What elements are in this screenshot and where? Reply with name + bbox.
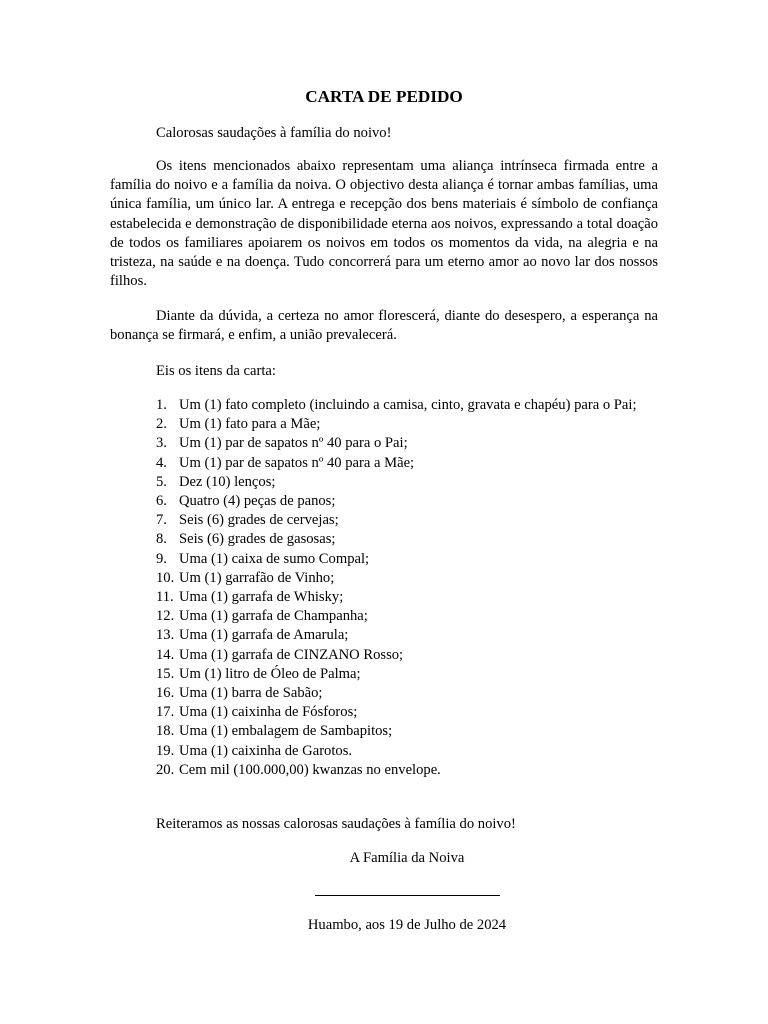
list-item-number: 9. [156, 550, 167, 567]
list-item [110, 742, 658, 761]
list-item-text: Uma (1) garrafa de Champanha; [179, 608, 368, 625]
list-item [110, 646, 658, 665]
paragraph-alliance: Os itens mencionados abaixo representam uma aliança intrínseca firmada entre a família do noivo e a família da noiva. O objectivo desta aliança é tornar ambas famílias, uma única família, um único lar. A entrega e recepção dos bens materiais é símbolo de confiança estabelecida e demonstração de disponibilidade eterna aos noivos, expressando a total doação de todos os familiares apoiarem os noivos em todos os momentos da vida, na alegria e na tristeza, na saúde e na doença. Tudo concorrerá para um eterno amor ao novo lar dos nossos filhos. [110, 158, 658, 290]
list-item [110, 511, 658, 530]
list-item-number: 11. [156, 589, 174, 606]
greeting: Calorosas saudações à família do noivo! [156, 125, 392, 141]
paragraph-hope: Diante da dúvida, a certeza no amor florescerá, diante do desespero, a esperança na bonança se firmará, e enfim, a união prevalecerá. [110, 308, 658, 344]
document-title: CARTA DE PEDIDO [305, 87, 463, 106]
date-line: Huambo, aos 19 de Julho de 2024 [307, 917, 507, 933]
list-item [110, 396, 658, 415]
list-item [110, 473, 658, 492]
list-item-text: Uma (1) caixinha de Fósforos; [179, 704, 358, 721]
list-item-text: Uma (1) caixinha de Garotos. [179, 742, 353, 759]
list-item [110, 569, 658, 588]
list-item [110, 588, 658, 607]
list-item-text: Cem mil (100.000,00) kwanzas no envelope. [179, 761, 441, 778]
list-item [110, 665, 658, 684]
list-item-text: Um (1) fato completo (incluindo a camisa, cinto, gravata e chapéu) para o Pai; [179, 397, 637, 413]
list-item-text: Uma (1) garrafa de Whisky; [179, 589, 344, 606]
list-item-text: Um (1) litro de Óleo de Palma; [179, 665, 361, 682]
list-item-number: 16. [156, 685, 175, 702]
list-item-number: 5. [156, 473, 167, 490]
list-item [110, 415, 658, 434]
list-intro: Eis os itens da carta: [156, 363, 276, 379]
list-item-text: Uma (1) embalagem de Sambapitos; [179, 723, 393, 740]
list-item-text: Uma (1) garrafa de Amarula; [179, 627, 349, 644]
list-item-number: 3. [156, 435, 167, 452]
list-item [110, 761, 658, 780]
list-item-text: Seis (6) grades de cervejas; [179, 512, 339, 529]
list-item [110, 492, 658, 511]
list-item-text: Uma (1) barra de Sabão; [179, 685, 323, 702]
closing-line: Reiteramos as nossas calorosas saudações à família do noivo! [156, 816, 516, 832]
signature-name: A Família da Noiva [349, 850, 465, 866]
list-item [110, 434, 658, 453]
list-item [110, 550, 658, 569]
list-item-number: 12. [156, 608, 175, 625]
list-item [110, 607, 658, 626]
list-item-text: Quatro (4) peças de panos; [179, 493, 336, 510]
list-item [110, 684, 658, 703]
items-list [110, 396, 658, 780]
list-item-text: Uma (1) caixa de sumo Compal; [179, 550, 370, 567]
list-item-number: 1. [156, 397, 167, 413]
list-item [110, 626, 658, 645]
list-item-number: 13. [156, 627, 175, 644]
list-item-number: 4. [156, 454, 167, 471]
list-item-number: 8. [156, 531, 167, 548]
list-item-number: 14. [156, 646, 175, 663]
list-item-text: Um (1) par de sapatos nº 40 para o Pai; [179, 435, 408, 452]
list-item-number: 20. [156, 761, 175, 778]
list-item-number: 6. [156, 493, 167, 510]
list-item-number: 19. [156, 742, 175, 759]
list-item-text: Um (1) par de sapatos nº 40 para a Mãe; [179, 454, 415, 471]
list-item-text: Um (1) fato para a Mãe; [179, 416, 321, 433]
list-item-number: 18. [156, 723, 175, 740]
list-item-text: Um (1) garrafão de Vinho; [179, 569, 335, 586]
list-item-number: 2. [156, 416, 167, 433]
list-item [110, 530, 658, 549]
signature-line [315, 895, 500, 896]
list-item-text: Dez (10) lenços; [179, 473, 276, 490]
list-item-text: Seis (6) grades de gasosas; [179, 531, 336, 548]
list-item-number: 15. [156, 665, 175, 682]
list-item [110, 454, 658, 473]
list-item-number: 17. [156, 704, 175, 721]
list-item-number: 7. [156, 512, 167, 529]
list-item [110, 703, 658, 722]
list-item-text: Uma (1) garrafa de CINZANO Rosso; [179, 646, 404, 663]
list-item-number: 10. [156, 569, 175, 586]
list-item [110, 722, 658, 741]
